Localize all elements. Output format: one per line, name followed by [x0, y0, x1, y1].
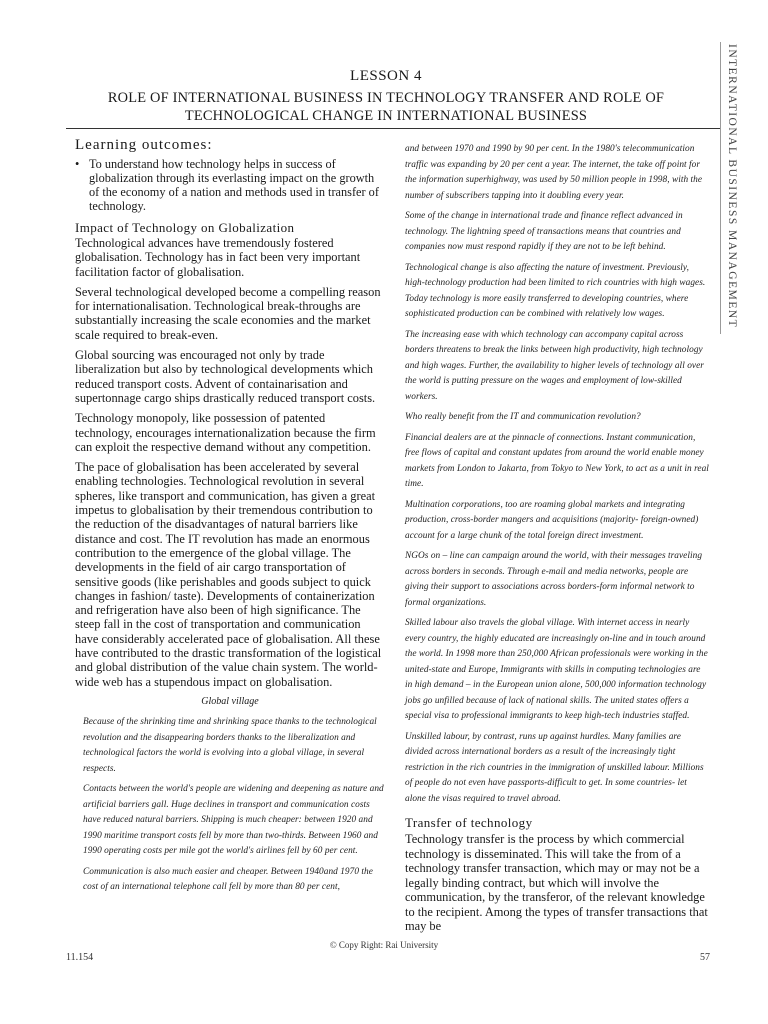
learning-outcomes-heading: Learning outcomes: [75, 137, 213, 153]
side-label: INTERNATIONAL BUSINESS MANAGEMENT [726, 44, 738, 329]
impact-paragraph-5: The pace of globalisation has been accelerated by several enabling technologies. Technological revolution in several spheres, like transport and communication, has given a great impetus to globalisation by their tremendous contribution to the reduction of the disadvantages of natural barriers like distance and cost. The IT revolution has made an enormous contribution to the emergence of the global village. The developments in the field of air cargo transportation of sensitive goods (like perishables and goods subject to quick changes in fashion/ taste). Developments of containerization and refrigeration have also been of high significance. The steep fall in the cost of transportation and communication have considerably accelerated pace of globalisation. All these have contributed to the drastic transformation of the logistical and global distribution of the value chain system. The world-wide web has a stupendous impact on globalisation. [75, 460, 382, 689]
global-village-box [75, 715, 385, 896]
lesson-number: LESSON 4 [350, 68, 422, 84]
right-italic-paragraph-3: Technological change is also affecting the nature of investment. Previously, high-technology production had been limited to rich countries with high wages. Today technology is more easily transferred to developing countries, where sophisticated production can be combined with relatively low wages. [405, 262, 706, 319]
transfer-heading: Transfer of technology [405, 815, 533, 830]
box-paragraph-2: Contacts between the world's people are widening and deepening as nature and artificial barriers gall. Huge declines in transport and communication costs have reduced natural barriers. Shipping is much cheaper: between 1920 and 1990 maritime transport costs fell by more than two-thirds. Between 1960 and 1990 operating costs per mile got the world's airlines fell by 60 per cent. [83, 784, 384, 857]
right-italic-paragraph-9: Skilled labour also travels the global village. With internet access in nearly every country, the highly educated are increasingly on-line and in touch around the world. In 1998 more than 250,000 African professionals were working in the united-state and Europe, Immigrants with skills in computing technologies are in high demand – in the European union alone, 500,000 information technology jobs go unfilled because of lack of national skills. The united states offers a special visa to professional immigrants to keep high-tech industries staffed. [405, 618, 708, 721]
impact-paragraph-4: Technology monopoly, like possession of patented technology, encourages internationalization because the firm can exploit the respective demand without any competition. [75, 411, 376, 454]
page-header [66, 68, 706, 125]
bullet-icon: • [75, 156, 80, 171]
right-italic-paragraph-7: Multination corporations, too are roaming global markets and integrating production, cross-border mangers and acquisitions (majority- foreign-owned) account for a large chunk of the total foreign direct investment. [405, 499, 699, 541]
page-number: 57 [700, 952, 710, 963]
outcome-item [75, 157, 385, 213]
impact-paragraph-1: Technological advances have tremendously fostered globalisation. Technology has in fact been very important facilitation factor of globalisation. [75, 236, 361, 279]
lesson-title-line2: TECHNOLOGICAL CHANGE IN INTERNATIONAL BUSINESS [184, 108, 588, 124]
header-rule [66, 128, 720, 129]
transfer-paragraph: Technology transfer is the process by which commercial technology is disseminated. This will take the from of a technology transfer transaction, which may or may not be a legally binding contract, but which will involve the communication, by the transferor, of the relevant knowledge to the recipient. Among the types of transfer transactions that may be [405, 832, 708, 933]
right-italic-paragraph-6: Financial dealers are at the pinnacle of connections. Instant communication, free flows of capital and constant updates from around the world enable money markets from London to Jakarta, from Tokyo to New York, to act as a unit in real time. [405, 432, 709, 489]
box-paragraph-1: Because of the shrinking time and shrinking space thanks to the technological revolution and the disappearing borders thanks to the liberalization and technological factors the world is evolving into a global village, in several respects. [83, 717, 377, 774]
copyright-footer: © Copy Right: Rai University [329, 940, 439, 950]
right-italic-paragraph-8: NGOs on – line can campaign around the world, with their messages traveling across borders in seconds. Through e-mail and media networks, people are giving their support to associations across borders-form informal network to formal organizations. [405, 551, 703, 608]
right-column [405, 142, 710, 940]
impact-paragraph-2: Several technological developed become a compelling reason for internationalisation. Technological break-throughs are substantially increasing the scale economies and the market scale required to break-even. [75, 284, 381, 342]
right-italic-paragraph-1: and between 1970 and 1990 by 90 per cent. In the 1980's telecommunication traffic was expanding by 20 per cent a year. The internet, the take off point for the information superhighway, was used by 50 million people in 1998, with the number of subscribers tapping into it doubling every year. [405, 144, 703, 201]
outcome-text: To understand how technology helps in success of globalization through its everlasting impact on the growth of the economy of a nation and methods used in transfer of technology. [89, 156, 379, 213]
outcomes-list [75, 157, 385, 213]
right-italic-question: Who really benefit from the IT and communication revolution? [405, 412, 641, 422]
impact-heading: Impact of Technology on Globalization [75, 219, 295, 235]
box-paragraph-3: Communication is also much easier and cheaper. Between 1940and 1970 the cost of an international telephone call fell by more than 80 per cent, [83, 866, 373, 893]
right-italic-paragraph-4: The increasing ease with which technology can accompany capital across borders threatens to break the links between high productivity, high technology and high wages. Further, the availability to higher levels of technology all over the world is putting pressure on the wages and employment of low-skilled workers. [405, 329, 704, 402]
right-italic-paragraph-2: Some of the change in international trade and finance reflect advanced in technology. The lightning speed of transactions means that countries and companies now must respond rapidly if they are not to be left behind. [405, 211, 683, 252]
page-code: 11.154 [66, 952, 94, 963]
lesson-title-line1: ROLE OF INTERNATIONAL BUSINESS IN TECHNOLOGY TRANSFER AND ROLE OF [107, 90, 665, 106]
impact-paragraph-3: Global sourcing was encouraged not only by trade liberalization but also by technological developments which reduced transport costs. Advent of containarisation and supertonnage cargo ships drastically reduced transport costs. [75, 348, 376, 405]
right-italic-paragraph-10: Unskilled labour, by contrast, runs up against hurdles. Many families are divided across international borders as a result of the increasingly tight restriction in the rich countries in the immigration of unskilled labour. Millions of people do not even have passports-difficult to get. In some countries- let alone the visas required to travel abroad. [405, 731, 704, 804]
global-village-title: Global village [201, 695, 259, 707]
left-column [75, 138, 385, 901]
